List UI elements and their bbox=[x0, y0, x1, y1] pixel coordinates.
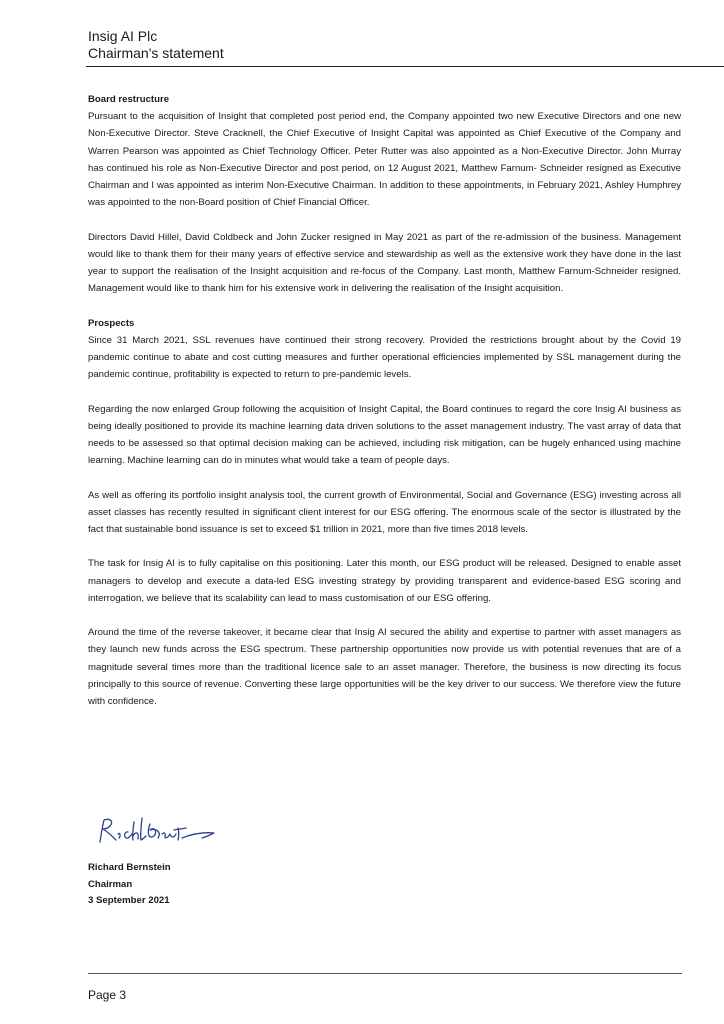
board-restructure-heading: Board restructure bbox=[88, 94, 170, 105]
statement-body bbox=[88, 91, 681, 727]
board-paragraph-1: Pursuant to the acquisition of Insight that completed post period end, the Company appointed two new Executive Directors and one new Non-Executive Director. Steve Cracknell, the Chief Executive of Insight Capital was appointed as Chief Executive of the Company and Warren Pearson was appointed as Chief Technology Officer. Peter Rutter was also appointed as a Non-Executive Director. John Murray has continued his role as Non-Executive Director and post period, on 12 August 2021, Matthew Farnum- Schneider resigned as Executive Chairman and I was appointed as interim Non-Executive Chairman. In addition to these appointments, in February 2021, Ashley Humphrey was appointed to the non-Board position of Chief Financial Officer. bbox=[88, 111, 681, 209]
prospects-paragraph-4: The task for Insig AI is to fully capitalise on this positioning. Later this month, our ESG product will be released. Designed to enable asset managers to develop and execute a data-led ESG investing strategy by providing transparent and evidence-based ESG scoring and interrogation, we believe that its scalability can lead to mass customisation of our ESG offering. bbox=[88, 558, 681, 604]
prospects-paragraph-5: Around the time of the reverse takeover, it became clear that Insig AI secured the ability and expertise to partner with asset managers as they launch new funds across the ESG spectrum. These partnership opportunities now provide us with potential revenues that are of a magnitude several times more than the traditional licence sale to an asset manager. Therefore, the business is now directing its focus principally to this source of revenue. Converting these large opportunities will be the key driver to our success. We therefore view the future with confidence. bbox=[88, 627, 681, 708]
prospects-heading: Prospects bbox=[88, 317, 135, 329]
signature-image bbox=[92, 812, 222, 852]
header-divider bbox=[86, 66, 724, 67]
company-name: Insig AI Plc bbox=[88, 28, 158, 44]
signoff-date: 3 September 2021 bbox=[88, 895, 170, 906]
prospects-paragraph-3: As well as offering its portfolio insight analysis tool, the current growth of Environmental, Social and Governance (ESG) investing across all asset classes has recently resulted in significant client interest for our ESG offering. The enormous scale of the sector is illustrated by the fact that sustainable bond issuance is set to exceed $1 trillion in 2021, more than five times 2018 levels. bbox=[88, 489, 681, 536]
signatory-title: Chairman bbox=[88, 878, 133, 890]
prospects-paragraph-2: Regarding the now enlarged Group following the acquisition of Insight Capital, the Board continues to regard the core Insig AI business as being ideally positioned to provide its machine learning data driven solutions to the asset management industry. The vast array of data that needs to be assessed so that optimal decision making can be achieved, including risk mitigation, can be hugely enhanced using machine learning. Machine learning can do in minutes what would take a team of people days. bbox=[88, 403, 681, 467]
section-title: Chairman's statement bbox=[88, 45, 224, 61]
signatory-name: Richard Bernstein bbox=[88, 862, 171, 873]
page-header bbox=[88, 28, 718, 62]
footer-divider bbox=[88, 973, 682, 974]
prospects-paragraph-1: Since 31 March 2021, SSL revenues have continued their strong recovery. Provided the restrictions brought about by the Covid 19 pandemic continue to abate and cost cutting measures and further operational efficiencies implemented by SSL management during the pandemic continue, profitability is expected to return to pre-pandemic levels. bbox=[88, 334, 681, 381]
board-paragraph-2: Directors David Hillel, David Coldbeck and John Zucker resigned in May 2021 as part of the re-admission of the business. Management would like to thank them for their many years of effective service and stewardship as well as the extensive work they have done in the last year to support the realisation of the Insight acquisition and re-focus of the Company. Last month, Matthew Farnum-Schneider resigned. Management would like to thank him for his extensive work in delivering the realisation of the Insight acquisition. bbox=[88, 231, 681, 295]
signoff-block bbox=[88, 860, 171, 910]
page-number: Page 3 bbox=[88, 988, 127, 1002]
